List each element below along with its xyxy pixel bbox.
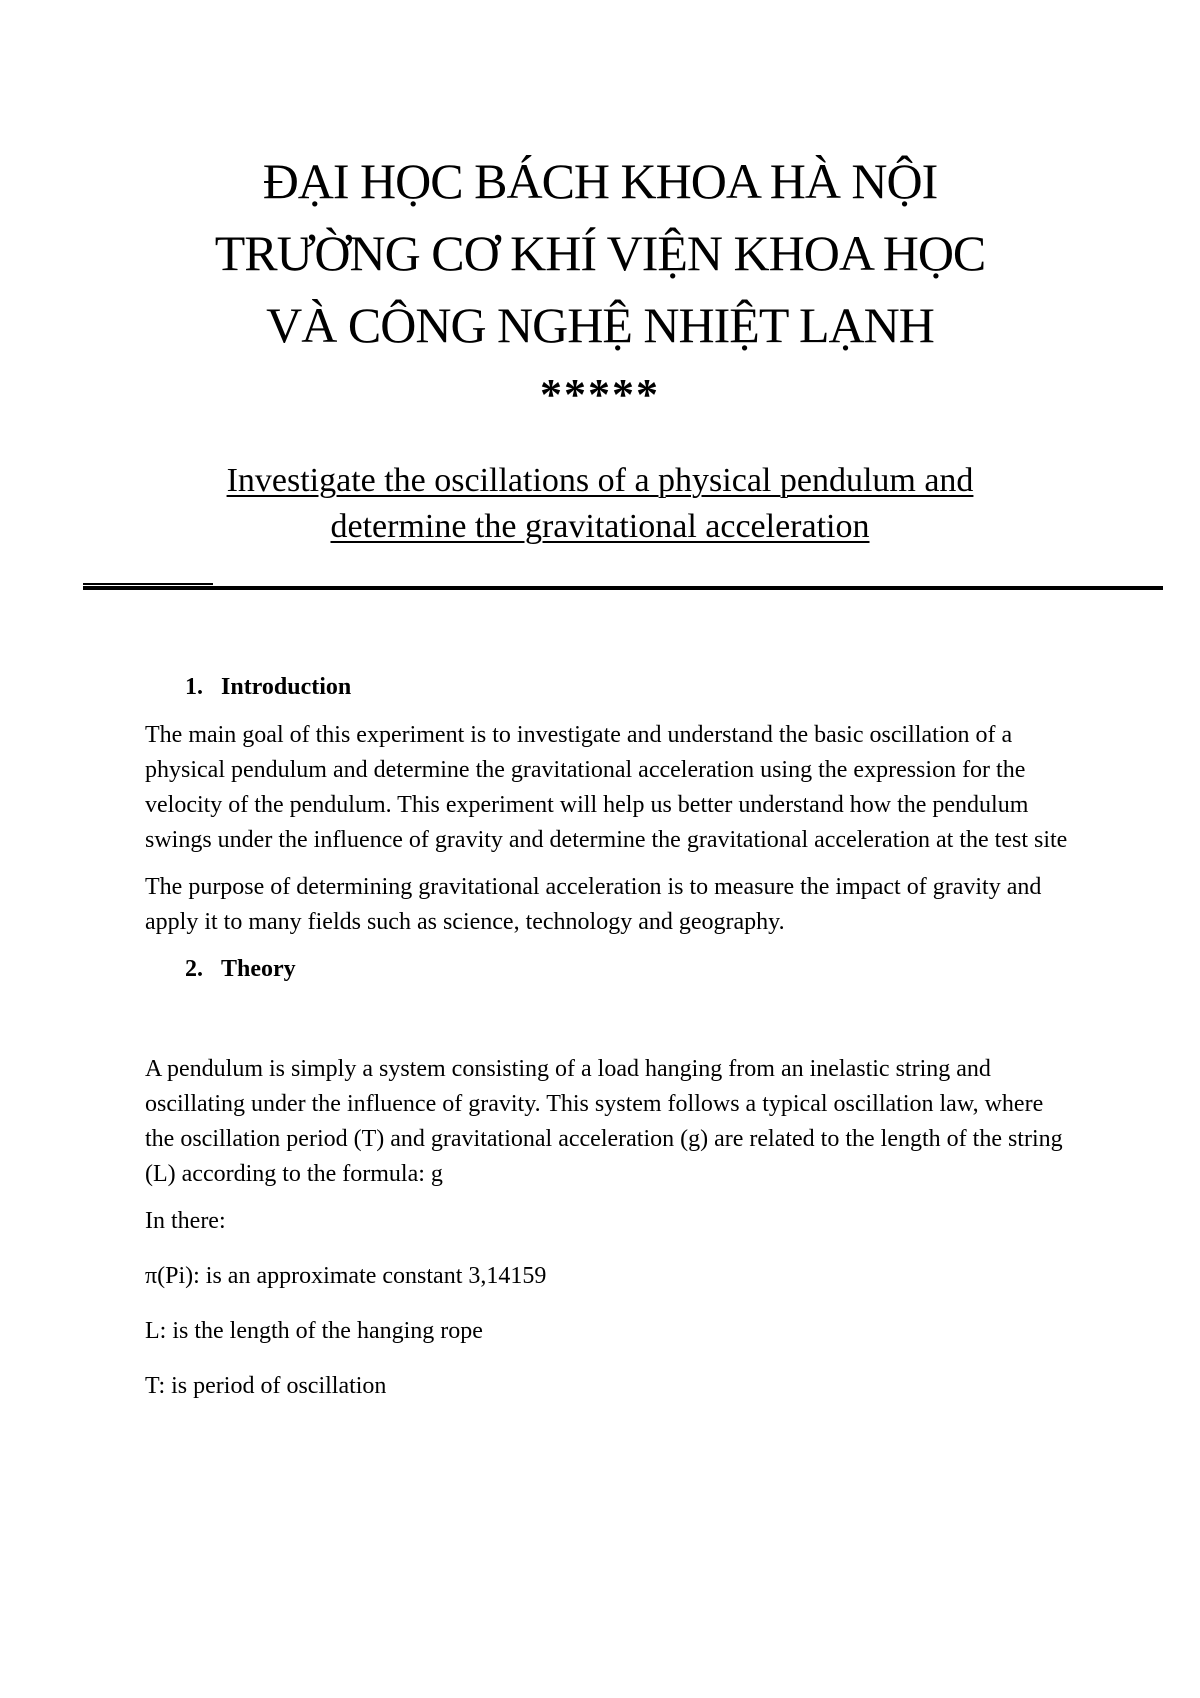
variable-definition-pi: π(Pi): is an approximate constant 3,14159 <box>145 1263 547 1289</box>
section-number: 2. <box>185 956 203 982</box>
section-heading-text: Introduction <box>221 674 352 700</box>
section-number: 1. <box>185 674 203 700</box>
blank-space <box>145 1000 1075 1052</box>
section-heading-text: Theory <box>221 956 296 982</box>
section-heading-introduction <box>185 670 1075 704</box>
header-line-university: ĐẠI HỌC BÁCH KHOA HÀ NỘI <box>262 153 938 209</box>
institution-header <box>60 145 1140 361</box>
report-title-line-2: determine the gravitational acceleration <box>330 508 870 545</box>
in-there-label: In there: <box>145 1208 226 1234</box>
variable-definition-period: T: is period of oscillation <box>145 1373 387 1399</box>
report-title <box>60 458 1140 550</box>
intro-paragraph-2: The purpose of determining gravitational acceleration is to measure the impact of gravity and apply it to many fields such as science, technology and geography. <box>145 874 1042 935</box>
report-title-line-1: Investigate the oscillations of a physical pendulum and <box>226 462 974 499</box>
header-line-school: TRƯỜNG CƠ KHÍ VIỆN KHOA HỌC <box>214 225 986 281</box>
theory-paragraph-1: A pendulum is simply a system consisting of a load hanging from an inelastic string and oscillating under the influence of gravity. This system follows a typical oscillation law, where the oscillation period (T) and gravitational acceleration (g) are related to the length of the string (L) according to the formula: g <box>145 1056 1063 1187</box>
document-body <box>145 670 1075 1424</box>
intro-paragraph-1: The main goal of this experiment is to investigate and understand the basic oscillation of a physical pendulum and determine the gravitational acceleration using the expression for the velocity of the pendulum. This experiment will help us better understand how the pendulum swings under the influence of gravity and determine the gravitational acceleration at the test site <box>145 722 1068 853</box>
header-line-institute: VÀ CÔNG NGHỆ NHIỆT LẠNH <box>266 297 934 353</box>
variable-definition-length: L: is the length of the hanging rope <box>145 1318 483 1344</box>
rule-accent <box>83 583 213 585</box>
stars-divider: ***** <box>540 370 660 419</box>
horizontal-rule <box>83 586 1163 590</box>
section-heading-theory <box>185 952 1075 986</box>
